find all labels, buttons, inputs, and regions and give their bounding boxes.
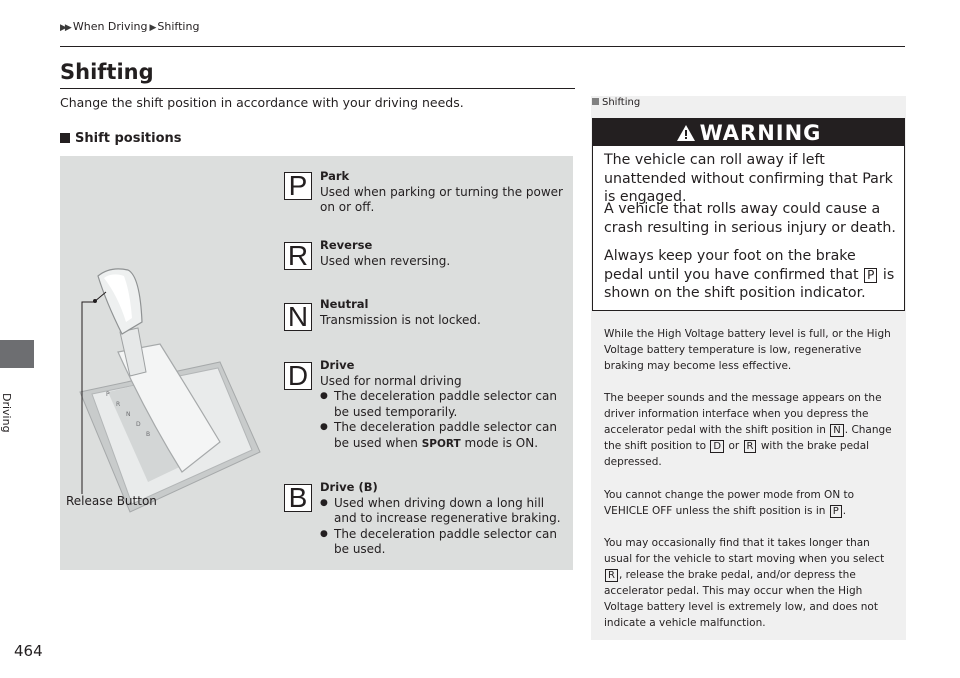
svg-text:P: P: [106, 391, 110, 398]
key-p-icon: P: [864, 268, 877, 283]
note-para-4: You may occasionally find that it takes longer than usual for the vehicle to start moving when you select R , release the brake pedal, and/or depress the accelerator pedal. This may occur when the High Voltage battery level is extremely low, and does not indicate a vehicle malfunction.: [604, 537, 885, 629]
chapter-tab[interactable]: [0, 340, 34, 368]
list-item: ● The deceleration paddle selector can be used when SPORT mode is ON.: [334, 420, 570, 452]
chapter-label: Driving: [0, 393, 13, 433]
svg-text:N: N: [126, 411, 131, 418]
breadcrumb: [60, 20, 199, 33]
breadcrumb-item-shifting[interactable]: Shifting: [157, 20, 200, 33]
key-n-icon: N: [830, 424, 843, 437]
note-para-2: The beeper sounds and the message appears on the driver information interface when you depress the accelerator pedal with the shift position in N . Change the shift position to D or R with the brake pedal depressed.: [604, 392, 892, 468]
position-b-icon: B: [284, 484, 312, 512]
position-r-icon: R: [284, 242, 312, 270]
list-item: ● The deceleration paddle selector can be used temporarily.: [334, 389, 570, 420]
position-d-icon: D: [284, 362, 312, 390]
page-number: 464: [14, 642, 43, 660]
position-park-name: Park: [320, 169, 350, 183]
position-drive-b: [320, 480, 570, 558]
position-drive-desc: Used for normal driving: [320, 373, 462, 388]
note-para-1: While the High Voltage battery level is full, or the High Voltage battery temperature is low, regenerative braking may become less effective.: [604, 328, 891, 372]
square-bullet-icon: [60, 133, 70, 143]
list-item: ● The deceleration paddle selector can be used.: [334, 527, 570, 558]
note-para-3: You cannot change the power mode from ON to VEHICLE OFF unless the shift position is in P .: [604, 489, 855, 517]
header-rule: [60, 46, 905, 47]
position-reverse: [320, 238, 570, 269]
key-r-icon: R: [605, 569, 618, 582]
key-d-icon: D: [710, 440, 724, 453]
position-neutral-name: Neutral: [320, 297, 369, 311]
warning-para-1: The vehicle can roll away if left unattended without confirming that Park is engaged.: [604, 152, 893, 205]
svg-text:D: D: [136, 421, 141, 428]
shift-lever-illustration: [70, 262, 280, 522]
position-park-desc: Used when parking or turning the power on or off.: [320, 184, 563, 214]
position-p-icon: P: [284, 172, 312, 200]
release-leader-line: [76, 298, 100, 498]
warning-triangle-icon: [676, 124, 696, 142]
position-drive: [320, 358, 570, 452]
key-p-icon: P: [830, 505, 842, 518]
note-heading: Shifting: [592, 97, 640, 108]
breadcrumb-item-when-driving[interactable]: When Driving: [72, 20, 148, 33]
position-neutral-desc: Transmission is not locked.: [320, 312, 481, 327]
note-marker-icon: [592, 98, 599, 105]
svg-text:R: R: [116, 401, 121, 408]
release-button-label: Release Button: [66, 494, 157, 508]
position-drive-name: Drive: [320, 358, 355, 372]
intro-text: Change the shift position in accordance with your driving needs.: [60, 95, 464, 110]
warning-para-2: A vehicle that rolls away could cause a crash resulting in serious injury or death.: [604, 201, 896, 236]
position-n-icon: N: [284, 303, 312, 331]
position-park: [320, 169, 570, 216]
svg-text:B: B: [146, 431, 151, 438]
page-title: Shifting: [60, 60, 154, 84]
position-neutral: [320, 297, 570, 328]
list-item: ● Used when driving down a long hill and to increase regenerative braking.: [334, 496, 570, 527]
key-r-icon: R: [744, 440, 757, 453]
section-heading: Shift positions: [60, 131, 182, 146]
warning-header: WARNING: [593, 119, 904, 146]
breadcrumb-separator-icon: ▶: [149, 23, 155, 33]
position-drive-b-name: Drive (B): [320, 480, 378, 494]
title-rule: [60, 88, 575, 89]
warning-para-3: Always keep your foot on the brake pedal until you have confirmed that P is shown on the shift position indicator.: [604, 248, 895, 301]
breadcrumb-arrow-icon: ▶▶: [60, 23, 70, 33]
position-reverse-name: Reverse: [320, 238, 373, 252]
position-reverse-desc: Used when reversing.: [320, 253, 451, 268]
